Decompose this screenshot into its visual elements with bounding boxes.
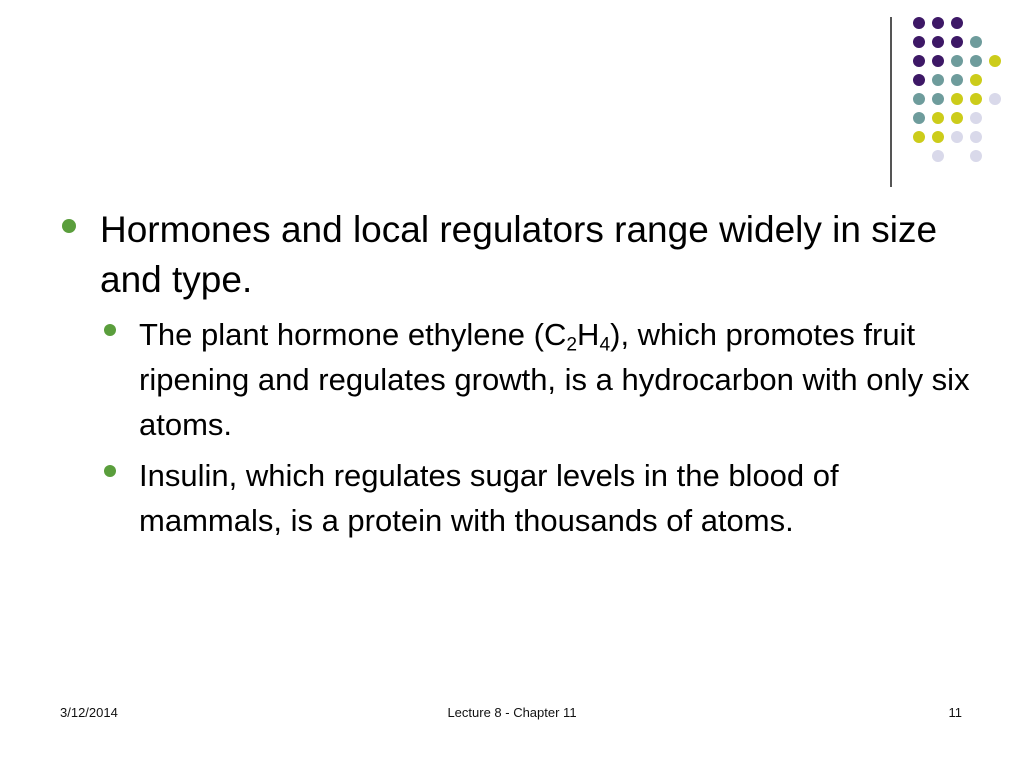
decor-dot bbox=[913, 131, 925, 143]
decor-dot bbox=[932, 36, 944, 48]
decor-dot bbox=[970, 112, 982, 124]
decor-dot bbox=[932, 131, 944, 143]
decor-dot bbox=[932, 74, 944, 86]
decor-dot bbox=[951, 55, 963, 67]
footer-page-number: 11 bbox=[948, 705, 962, 720]
decor-dot bbox=[951, 74, 963, 86]
decor-dot bbox=[913, 36, 925, 48]
decor-dot bbox=[970, 55, 982, 67]
decor-dot bbox=[951, 131, 963, 143]
decor-dot bbox=[951, 93, 963, 105]
decor-dot bbox=[932, 112, 944, 124]
footer-date: 3/12/2014 bbox=[60, 705, 118, 720]
subscript-4: 4 bbox=[599, 334, 611, 356]
bullet-dot-icon bbox=[104, 465, 116, 477]
decor-dot bbox=[951, 36, 963, 48]
decor-dot bbox=[913, 112, 925, 124]
decor-dot bbox=[970, 131, 982, 143]
decor-dot bbox=[970, 150, 982, 162]
bullet-dot-icon bbox=[62, 219, 76, 233]
ethylene-text-prefix: The plant hormone ethylene (C bbox=[139, 317, 567, 352]
decorative-vertical-divider bbox=[890, 17, 892, 187]
bullet-dot-icon bbox=[104, 324, 116, 336]
decor-dot bbox=[970, 93, 982, 105]
decorative-dot-grid bbox=[0, 0, 1024, 200]
decor-dot bbox=[932, 55, 944, 67]
decor-dot bbox=[970, 74, 982, 86]
ethylene-text-suffix: ), which promotes fruit ripening and regulates growth, is a hydrocarbon with only six atoms. bbox=[139, 317, 970, 442]
decor-dot bbox=[932, 150, 944, 162]
decor-dot bbox=[932, 17, 944, 29]
footer-title: Lecture 8 - Chapter 11 bbox=[447, 705, 577, 720]
decor-dot bbox=[913, 74, 925, 86]
ethylene-text-h: H bbox=[577, 317, 600, 352]
decor-dot bbox=[913, 55, 925, 67]
bullet-sub-ethylene-text bbox=[139, 312, 979, 447]
bullet-sub-insulin-text: Insulin, which regulates sugar levels in the blood of mammals, is a protein with thousands of atoms. bbox=[139, 458, 839, 538]
decor-dot bbox=[989, 55, 1001, 67]
decor-dot bbox=[932, 93, 944, 105]
subscript-2: 2 bbox=[566, 334, 578, 356]
decor-dot bbox=[989, 93, 1001, 105]
decor-dot bbox=[951, 17, 963, 29]
decor-dot bbox=[951, 112, 963, 124]
bullet-main-text: Hormones and local regulators range widely in size and type. bbox=[100, 209, 938, 300]
decor-dot bbox=[913, 17, 925, 29]
decor-dot bbox=[913, 93, 925, 105]
decor-dot bbox=[970, 36, 982, 48]
